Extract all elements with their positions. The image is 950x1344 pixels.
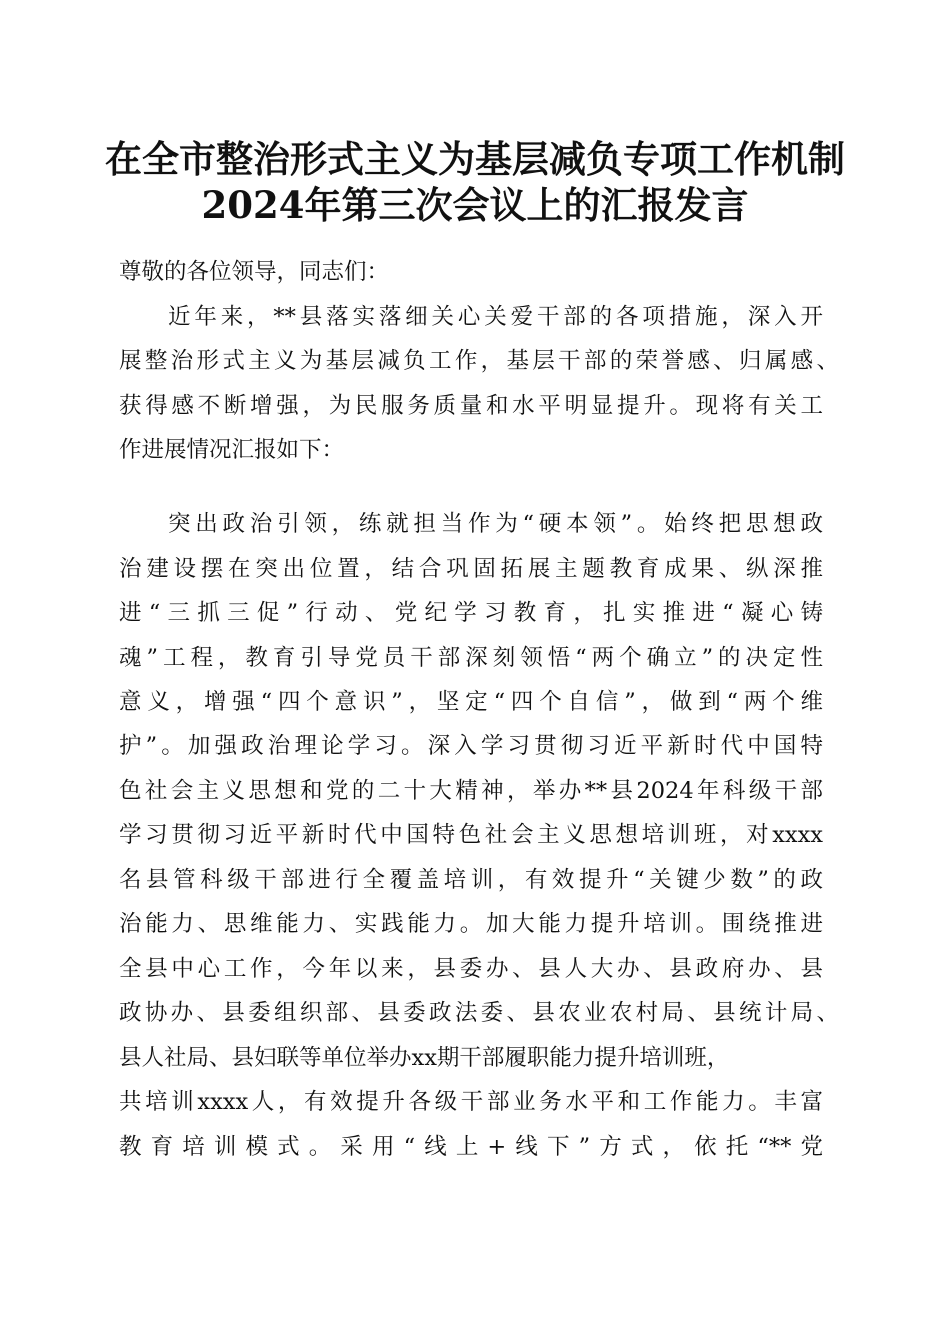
paragraph-2-line: 色社会主义思想和党的二十大精神，举办**县2024年科级干部 (119, 778, 823, 804)
paragraph-2-line: 政协办、县委组织部、县委政法委、县农业农村局、县统计局、 (119, 1000, 839, 1026)
paragraph-2-line: 学习贯彻习近平新时代中国特色社会主义思想培训班，对xxxx (119, 822, 823, 848)
paragraph-2-line: 名县管科级干部进行全覆盖培训，有效提升“关键少数”的政 (119, 867, 823, 893)
paragraph-2-line: 治建设摆在突出位置，结合巩固拓展主题教育成果、纵深推 (119, 556, 823, 582)
document-title-line-2: 2024年第三次会议上的汇报发言 (201, 183, 749, 227)
paragraph-2-line: 护”。加强政治理论学习。深入学习贯彻习近平新时代中国特 (119, 733, 823, 759)
document-body (119, 250, 839, 1180)
paragraph-2-line: 共培训xxxx人，有效提升各级干部业务水平和工作能力。丰富 (119, 1089, 823, 1115)
document-title-line-1: 在全市整治形式主义为基层减负专项工作机制 (105, 137, 845, 181)
paragraph-2-line: 全县中心工作，今年以来，县委办、县人大办、县政府办、县 (119, 956, 823, 982)
paragraph-1-line: 展整治形式主义为基层减负工作，基层干部的荣誉感、归属感、 (119, 348, 839, 374)
paragraph-2-line: 进“三抓三促”行动、党纪学习教育，扎实推进“凝心铸 (119, 600, 823, 626)
paragraph-1-line: 近年来，**县落实落细关心关爱干部的各项措施，深入开 (168, 304, 823, 330)
paragraph-2-line: 魂”工程，教育引导党员干部深刻领悟“两个确立”的决定性 (119, 645, 823, 671)
paragraph-1-line: 获得感不断增强，为民服务质量和水平明显提升。现将有关工 (119, 393, 823, 419)
paragraph-2-line: 治能力、思维能力、实践能力。加大能力提升培训。围绕推进 (119, 911, 823, 937)
paragraph-2-line: 教育培训模式。采用“线上+线下”方式，依托“**党 (119, 1134, 823, 1160)
paragraph-2-line: 意义，增强“四个意识”，坚定“四个自信”，做到“两个维 (119, 689, 823, 715)
paragraph-2-line: 突出政治引领，练就担当作为“硬本领”。始终把思想政 (168, 511, 823, 537)
paragraph-1-line: 作进展情况汇报如下： (119, 437, 345, 463)
salutation: 尊敬的各位领导，同志们： (119, 259, 390, 285)
paragraph-2-line: 县人社局、县妇联等单位举办xx期干部履职能力提升培训班， (119, 1045, 730, 1071)
